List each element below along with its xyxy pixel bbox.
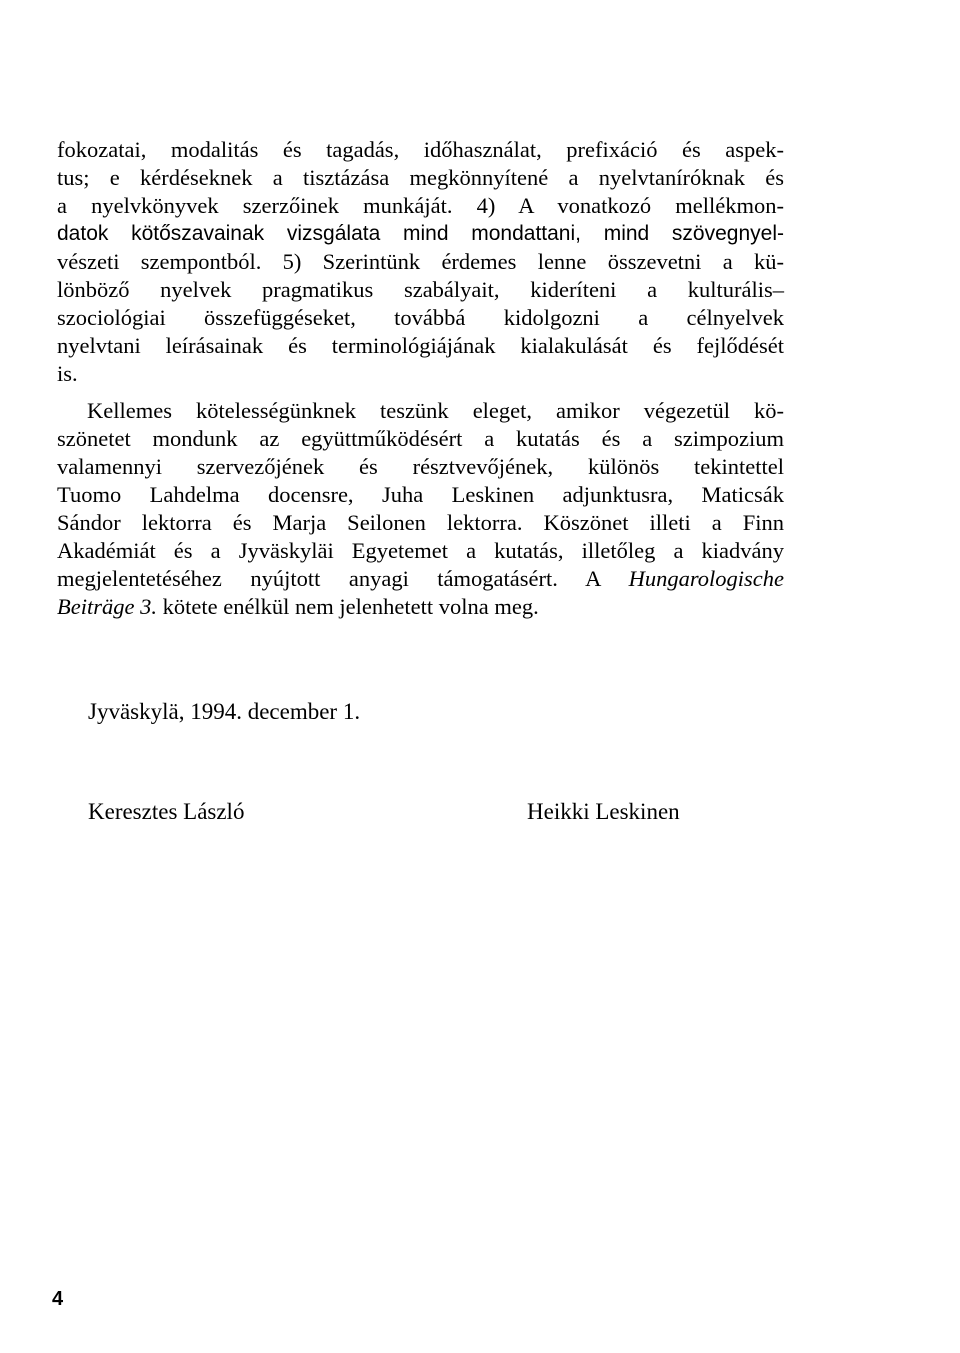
paragraph2-line-2: szönetet mondunk az együttműködésért a kutatás és a szimpozium — [57, 426, 784, 451]
paragraph2-line-8 — [57, 593, 784, 621]
paragraph1-line-4: datok kötőszavainak vizsgálata mind mondattani, mind szövegnyel- — [57, 222, 784, 245]
paragraph1-line-1: fokozatai, modalitás és tagadás, időhasználat, prefixáció és aspek- — [57, 137, 784, 162]
paragraph2-line-7-text: megjelentetéséhez nyújtott anyagi támogatásért. A — [57, 566, 629, 591]
paragraph2-line-8-text: kötete enélkül nem jelenhetett volna meg. — [156, 594, 539, 619]
book-series-volume: Beiträge 3. — [57, 594, 157, 619]
paragraph2-line-4: Tuomo Lahdelma docensre, Juha Leskinen adjunktusra, Maticsák — [57, 482, 784, 507]
signature-left: Keresztes László — [88, 799, 245, 824]
paragraph1-line-9: is. — [57, 361, 78, 386]
paragraph2-line-3: valamennyi szervezőjének és résztvevőjének, különös tekintettel — [57, 454, 784, 479]
paragraph2-line-1: Kellemes kötelességünknek teszünk eleget, amikor végezetül kö- — [87, 398, 784, 423]
paragraph1-line-6: lönböző nyelvek pragmatikus szabályait, kideríteni a kulturális– — [57, 277, 784, 302]
paragraph2-line-6: Akadémiát és a Jyväskyläi Egyetemet a kutatás, illetőleg a kiadvány — [57, 538, 784, 563]
paragraph1-line-2: tus; e kérdéseknek a tisztázása megkönnyítené a nyelvtaníróknak és — [57, 165, 784, 190]
paragraph2-line-7 — [57, 565, 784, 593]
page-number: 4 — [52, 1288, 64, 1310]
paragraph1-line-7: szociológiai összefüggéseket, továbbá kidolgozni a célnyelvek — [57, 305, 784, 330]
book-series-title: Hungarologische — [628, 566, 784, 591]
place-date: Jyväskylä, 1994. december 1. — [88, 699, 361, 724]
paragraph1-line-3: a nyelvkönyvek szerzőinek munkáját. 4) A vonatkozó mellékmon- — [57, 193, 784, 218]
paragraph2-line-5: Sándor lektorra és Marja Seilonen lektorra. Köszönet illeti a Finn — [57, 510, 784, 535]
paragraph1-line-5: vészeti szempontból. 5) Szerintünk érdemes lenne összevetni a kü- — [57, 249, 784, 274]
paragraph1-line-8: nyelvtani leírásainak és terminológiájának kialakulását és fejlődését — [57, 333, 784, 358]
signature-right: Heikki Leskinen — [527, 799, 680, 824]
